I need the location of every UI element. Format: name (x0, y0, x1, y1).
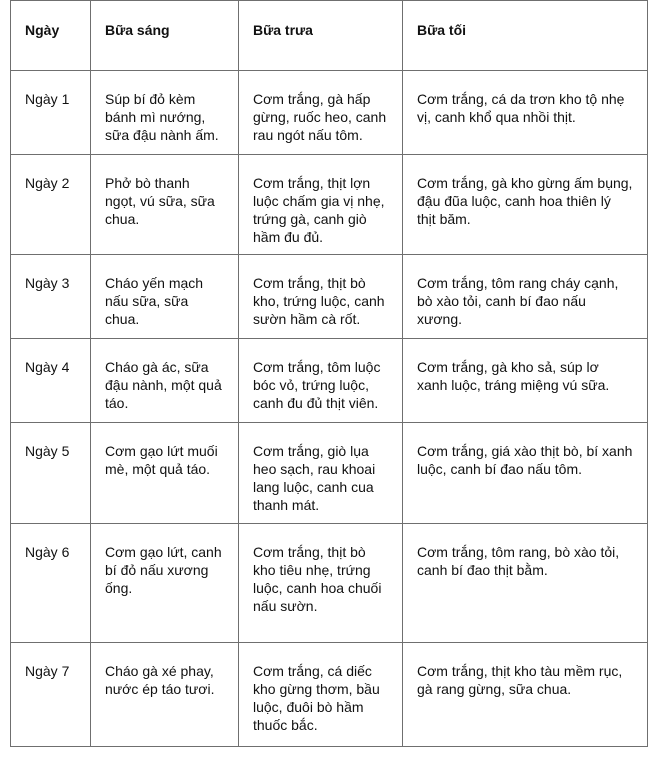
cell-breakfast: Cơm gạo lứt muối mè, một quả táo. (91, 423, 239, 524)
table-row (11, 524, 648, 643)
cell-lunch: Cơm trắng, cá diếc kho gừng thơm, bầu luộc, đuôi bò hầm thuốc bắc. (239, 643, 403, 747)
cell-breakfast: Súp bí đỏ kèm bánh mì nướng, sữa đậu nành ấm. (91, 71, 239, 155)
cell-lunch: Cơm trắng, giò lụa heo sạch, rau khoai lang luộc, canh cua thanh mát. (239, 423, 403, 524)
cell-lunch: Cơm trắng, thịt lợn luộc chấm gia vị nhẹ, trứng gà, canh giò hầm đu đủ. (239, 155, 403, 255)
cell-lunch: Cơm trắng, gà hấp gừng, ruốc heo, canh rau ngót nấu tôm. (239, 71, 403, 155)
table-header-row (11, 1, 648, 71)
cell-day: Ngày 4 (11, 339, 91, 423)
cell-day: Ngày 5 (11, 423, 91, 524)
table-row (11, 155, 648, 255)
cell-day: Ngày 6 (11, 524, 91, 643)
cell-dinner: Cơm trắng, tôm rang, bò xào tỏi, canh bí đao thịt bằm. (403, 524, 648, 643)
cell-lunch: Cơm trắng, tôm luộc bóc vỏ, trứng luộc, canh đu đủ thịt viên. (239, 339, 403, 423)
table-row (11, 71, 648, 155)
cell-breakfast: Cháo yến mạch nấu sữa, sữa chua. (91, 255, 239, 339)
header-breakfast: Bữa sáng (91, 1, 239, 71)
cell-day: Ngày 1 (11, 71, 91, 155)
meal-plan-table (10, 0, 648, 747)
cell-dinner: Cơm trắng, thịt kho tàu mềm rục, gà rang gừng, sữa chua. (403, 643, 648, 747)
table-row (11, 423, 648, 524)
table-row (11, 339, 648, 423)
cell-breakfast: Cơm gạo lứt, canh bí đỏ nấu xương ống. (91, 524, 239, 643)
cell-dinner: Cơm trắng, tôm rang cháy cạnh, bò xào tỏi, canh bí đao nấu xương. (403, 255, 648, 339)
cell-breakfast: Cháo gà ác, sữa đậu nành, một quả táo. (91, 339, 239, 423)
cell-dinner: Cơm trắng, giá xào thịt bò, bí xanh luộc, canh bí đao nấu tôm. (403, 423, 648, 524)
header-dinner: Bữa tối (403, 1, 648, 71)
cell-dinner: Cơm trắng, gà kho gừng ấm bụng, đậu đũa luộc, canh hoa thiên lý thịt băm. (403, 155, 648, 255)
cell-day: Ngày 7 (11, 643, 91, 747)
cell-breakfast: Phở bò thanh ngọt, vú sữa, sữa chua. (91, 155, 239, 255)
cell-day: Ngày 3 (11, 255, 91, 339)
cell-breakfast: Cháo gà xé phay, nước ép táo tươi. (91, 643, 239, 747)
table-row (11, 255, 648, 339)
cell-dinner: Cơm trắng, cá da trơn kho tộ nhẹ vị, canh khổ qua nhồi thịt. (403, 71, 648, 155)
cell-dinner: Cơm trắng, gà kho sả, súp lơ xanh luộc, tráng miệng vú sữa. (403, 339, 648, 423)
cell-lunch: Cơm trắng, thịt bò kho, trứng luộc, canh sườn hầm cà rốt. (239, 255, 403, 339)
header-lunch: Bữa trưa (239, 1, 403, 71)
cell-lunch: Cơm trắng, thịt bò kho tiêu nhẹ, trứng luộc, canh hoa chuối nấu sườn. (239, 524, 403, 643)
table-row (11, 643, 648, 747)
header-day: Ngày (11, 1, 91, 71)
cell-day: Ngày 2 (11, 155, 91, 255)
